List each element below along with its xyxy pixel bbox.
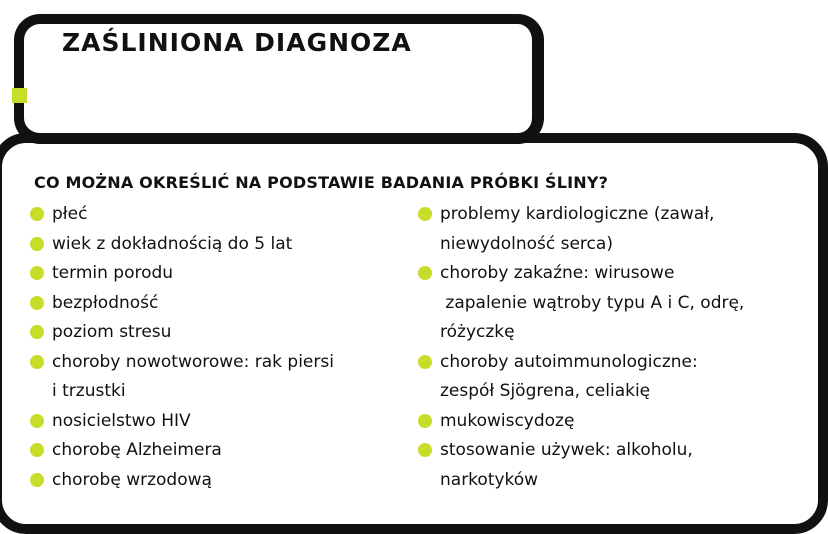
list-item-line: wiek z dokładnością do 5 lat [52, 233, 293, 254]
left-list [30, 200, 334, 495]
list-item-line: mukowiscydozę [440, 410, 575, 431]
bullet-icon [30, 296, 44, 310]
list-item [30, 289, 334, 319]
list-item [30, 348, 334, 407]
right-list [418, 200, 744, 495]
list-item [418, 348, 744, 407]
list-item [30, 407, 334, 437]
list-item-line: poziom stresu [52, 322, 172, 342]
bullet-icon [418, 355, 432, 369]
accent-square [12, 88, 27, 103]
bullet-icon [418, 266, 432, 280]
list-item [30, 200, 334, 230]
bullet-icon [30, 443, 44, 457]
list-item [418, 200, 744, 259]
bullet-icon [418, 207, 432, 221]
list-item-line: choroby autoimmunologiczne: [440, 351, 698, 372]
list-item-line: chorobę wrzodową [52, 469, 212, 490]
bullet-icon [30, 414, 44, 428]
list-item-line: problemy kardiologiczne (zawał, [440, 204, 715, 224]
list-item [418, 259, 744, 348]
bullet-icon [30, 325, 44, 339]
list-item-line: niewydolność serca) [440, 233, 613, 254]
bullet-icon [30, 207, 44, 221]
list-item [30, 259, 334, 289]
list-item-line: płeć [52, 204, 88, 224]
list-item-line: narkotyków [440, 469, 539, 490]
list-item-line: zespół Sjögrena, celiakię [440, 381, 651, 401]
list-item-line: choroby zakaźne: wirusowe [440, 263, 675, 283]
list-item-line: zapalenie wątroby typu A i C, odrę, [440, 292, 745, 313]
bullet-icon [30, 473, 44, 487]
list-item-line: bezpłodność [52, 292, 159, 313]
list-item-line: nosicielstwo HIV [52, 410, 191, 431]
list-item-line: różyczkę [440, 322, 515, 342]
bullet-icon [418, 443, 432, 457]
list-item [30, 466, 334, 496]
list-item [418, 436, 744, 495]
bullet-icon [418, 414, 432, 428]
bullet-icon [30, 355, 44, 369]
list-item-line: chorobę Alzheimera [52, 440, 222, 460]
list-item [30, 318, 334, 348]
bullet-icon [30, 237, 44, 251]
list-item-line: i trzustki [52, 381, 126, 401]
bullet-icon [30, 266, 44, 280]
list-item-line: stosowanie używek: alkoholu, [440, 440, 693, 460]
list-item [30, 230, 334, 260]
list-item-line: choroby nowotworowe: rak piersi [52, 351, 334, 372]
list-item-line: termin porodu [52, 263, 174, 283]
list-item [30, 436, 334, 466]
page-title: ZAŚLINIONA DIAGNOZA [62, 28, 412, 57]
section-heading: CO MOŻNA OKREŚLIĆ NA PODSTAWIE BADANIA PRÓBKI ŚLINY? [34, 173, 609, 192]
list-item [418, 407, 744, 437]
